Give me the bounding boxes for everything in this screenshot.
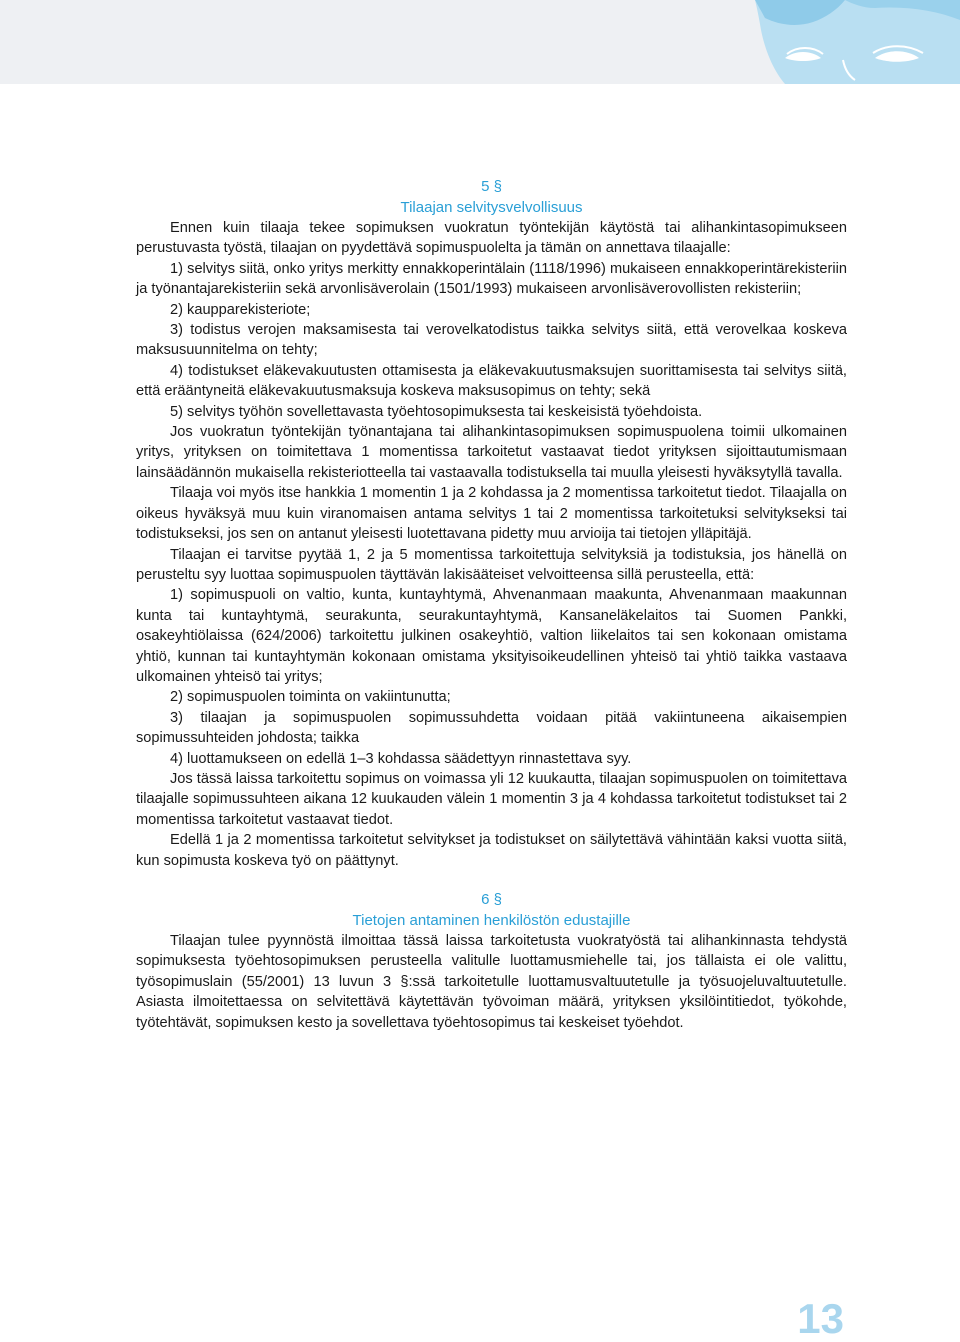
paragraph: 1) sopimuspuoli on valtio, kunta, kuntayhtymä, Ahvenanmaan maakunta, Ahvenanmaan maakunnan kunta tai kuntayhtymä, seurakunta, seurakuntayhtymä, Kansaneläkelaitos tai Suomen Pankki, osakeyhtiölaissa (624/2006) tarkoitettu julkinen osakeyhtiö, valtion liikelaitos tai sen kokonaan omistama yhtiö, kunnan tai kuntayhtymän kokonaan omistama yksityisoikeudellinen yhteisö tai yhtiö taikka vastaava ulkomainen yhteisö tai yritys; xyxy=(136,587,847,685)
section-5-number: 5 § xyxy=(481,178,502,195)
paragraph: Ennen kuin tilaaja tekee sopimuksen vuokratun työntekijän käytöstä tai alihankintasopimukseen perustuvasta työstä, tilaajan on pyydettävä sopimuspuolelta ja tämän on annettava tilaajalle: xyxy=(136,220,847,257)
section-6-heading xyxy=(136,889,847,931)
paragraph: 2) sopimuspuolen toiminta on vakiintunutta; xyxy=(170,689,451,706)
section-6-title: Tietojen antaminen henkilöstön edustajille xyxy=(352,912,631,929)
paragraph: Tilaajan ei tarvitse pyytää 1, 2 ja 5 momentissa tarkoitettuja selvityksiä ja todistuksia, jos hänellä on perusteltu syy luottaa sopimuspuolen täyttävän lakisääteiset velvoitteensa sillä perusteella, että: xyxy=(136,546,847,583)
page-content xyxy=(136,176,847,1033)
section-5-heading xyxy=(136,176,847,218)
paragraph: 3) todistus verojen maksamisesta tai verovelkatodistus taikka selvitys siitä, että verovelkaa koskeva maksusuunnitelma on tehty; xyxy=(136,322,847,359)
paragraph: Tilaaja voi myös itse hankkia 1 momentin 1 ja 2 kohdassa ja 2 momentissa tarkoitetut tiedot. Tilaajalla on oikeus hyväksyä muu kuin viranomaisen antama selvitys 1 tai 2 momentissa tarkoitetuksi selvitykseksi tai todistukseksi, jos sen on antanut yleisesti luotettavana pidetty muu arvioija tai tietojen ylläpitäjä. xyxy=(136,485,847,543)
face-illustration-icon xyxy=(725,0,960,84)
section-gap xyxy=(136,871,847,889)
section-5-title: Tilaajan selvitysvelvollisuus xyxy=(400,199,583,216)
section-5-body xyxy=(136,218,847,871)
paragraph: 5) selvitys työhön sovellettavasta työehtosopimuksesta tai keskeisistä työehdoista. xyxy=(170,403,703,420)
paragraph: Jos tässä laissa tarkoitettu sopimus on voimassa yli 12 kuukautta, tilaajan sopimuspuolen on toimitettava tilaajalle sopimussuhteen aikana 12 kuukauden välein 1 momentin 3 ja 4 kohdassa tarkoitetut todistukset tai 2 momentissa tarkoitetut vastaavat tiedot. xyxy=(136,770,847,828)
paragraph: Tilaajan tulee pyynnöstä ilmoittaa tässä laissa tarkoitetusta vuokratyöstä tai alihankinnasta tehdystä sopimuksesta työehtosopimuksen perusteella valitulle luottamusmiehelle tai, jos tällaista ei ole valittu, työsopimuslain (55/2001) 13 luvun 3 §:ssä tarkoitetulle luottamusvaltuutetulle ja työsuojeluvaltuutetulle. Asiasta ilmoitettaessa on selvitettävä käytettävän työvoiman määrä, yrityksen yksilöintitiedot, työkohde, työtehtävät, sopimuksen kesto ja sovellettava työehtosopimus tai keskeiset työehdot. xyxy=(136,933,847,1031)
section-6-number: 6 § xyxy=(481,891,502,908)
paragraph: 1) selvitys siitä, onko yritys merkitty ennakkoperintälain (1118/1996) mukaiseen ennakkoperintärekisteriin ja työnantajarekisteriin sekä arvonlisäverolain (1501/1993) mukaiseen arvonlisäverovollisten rekisteriin; xyxy=(136,260,847,298)
paragraph: 4) luottamukseen on edellä 1–3 kohdassa säädettyyn rinnastettava syy. xyxy=(170,750,632,767)
paragraph: 4) todistukset eläkevakuutusten ottamisesta ja eläkevakuutusmaksujen suorittamisesta tai selvitys siitä, että erääntyneitä eläkevakuutusmaksuja koskeva maksusopimus on tehty; sekä xyxy=(136,362,847,400)
paragraph: 3) tilaajan ja sopimuspuolen sopimussuhdetta voidaan pitää vakiintuneena aikaisempien sopimussuhteiden johdosta; taikka xyxy=(136,709,847,747)
page-number: 13 xyxy=(797,1295,844,1342)
paragraph: Edellä 1 ja 2 momentissa tarkoitetut selvitykset ja todistukset on säilytettävä vähintään kaksi vuotta siitä, kun sopimusta koskeva työ on päättynyt. xyxy=(136,832,847,869)
section-6-body xyxy=(136,931,847,1033)
paragraph: 2) kaupparekisteriote; xyxy=(170,301,311,318)
paragraph: Jos vuokratun työntekijän työnantajana tai alihankintasopimuksen sopimuspuolena toimii ulkomainen yritys, yrityksen on toimitettava 1 momentissa tarkoitetut vastaavat tiedot yrityksen sijoittautumismaan lainsäädännön mukaisella rekisteriotteella tai vastaavalla todistuksella tai muulla yleisesti hyväksytyllä tavalla. xyxy=(136,424,847,481)
